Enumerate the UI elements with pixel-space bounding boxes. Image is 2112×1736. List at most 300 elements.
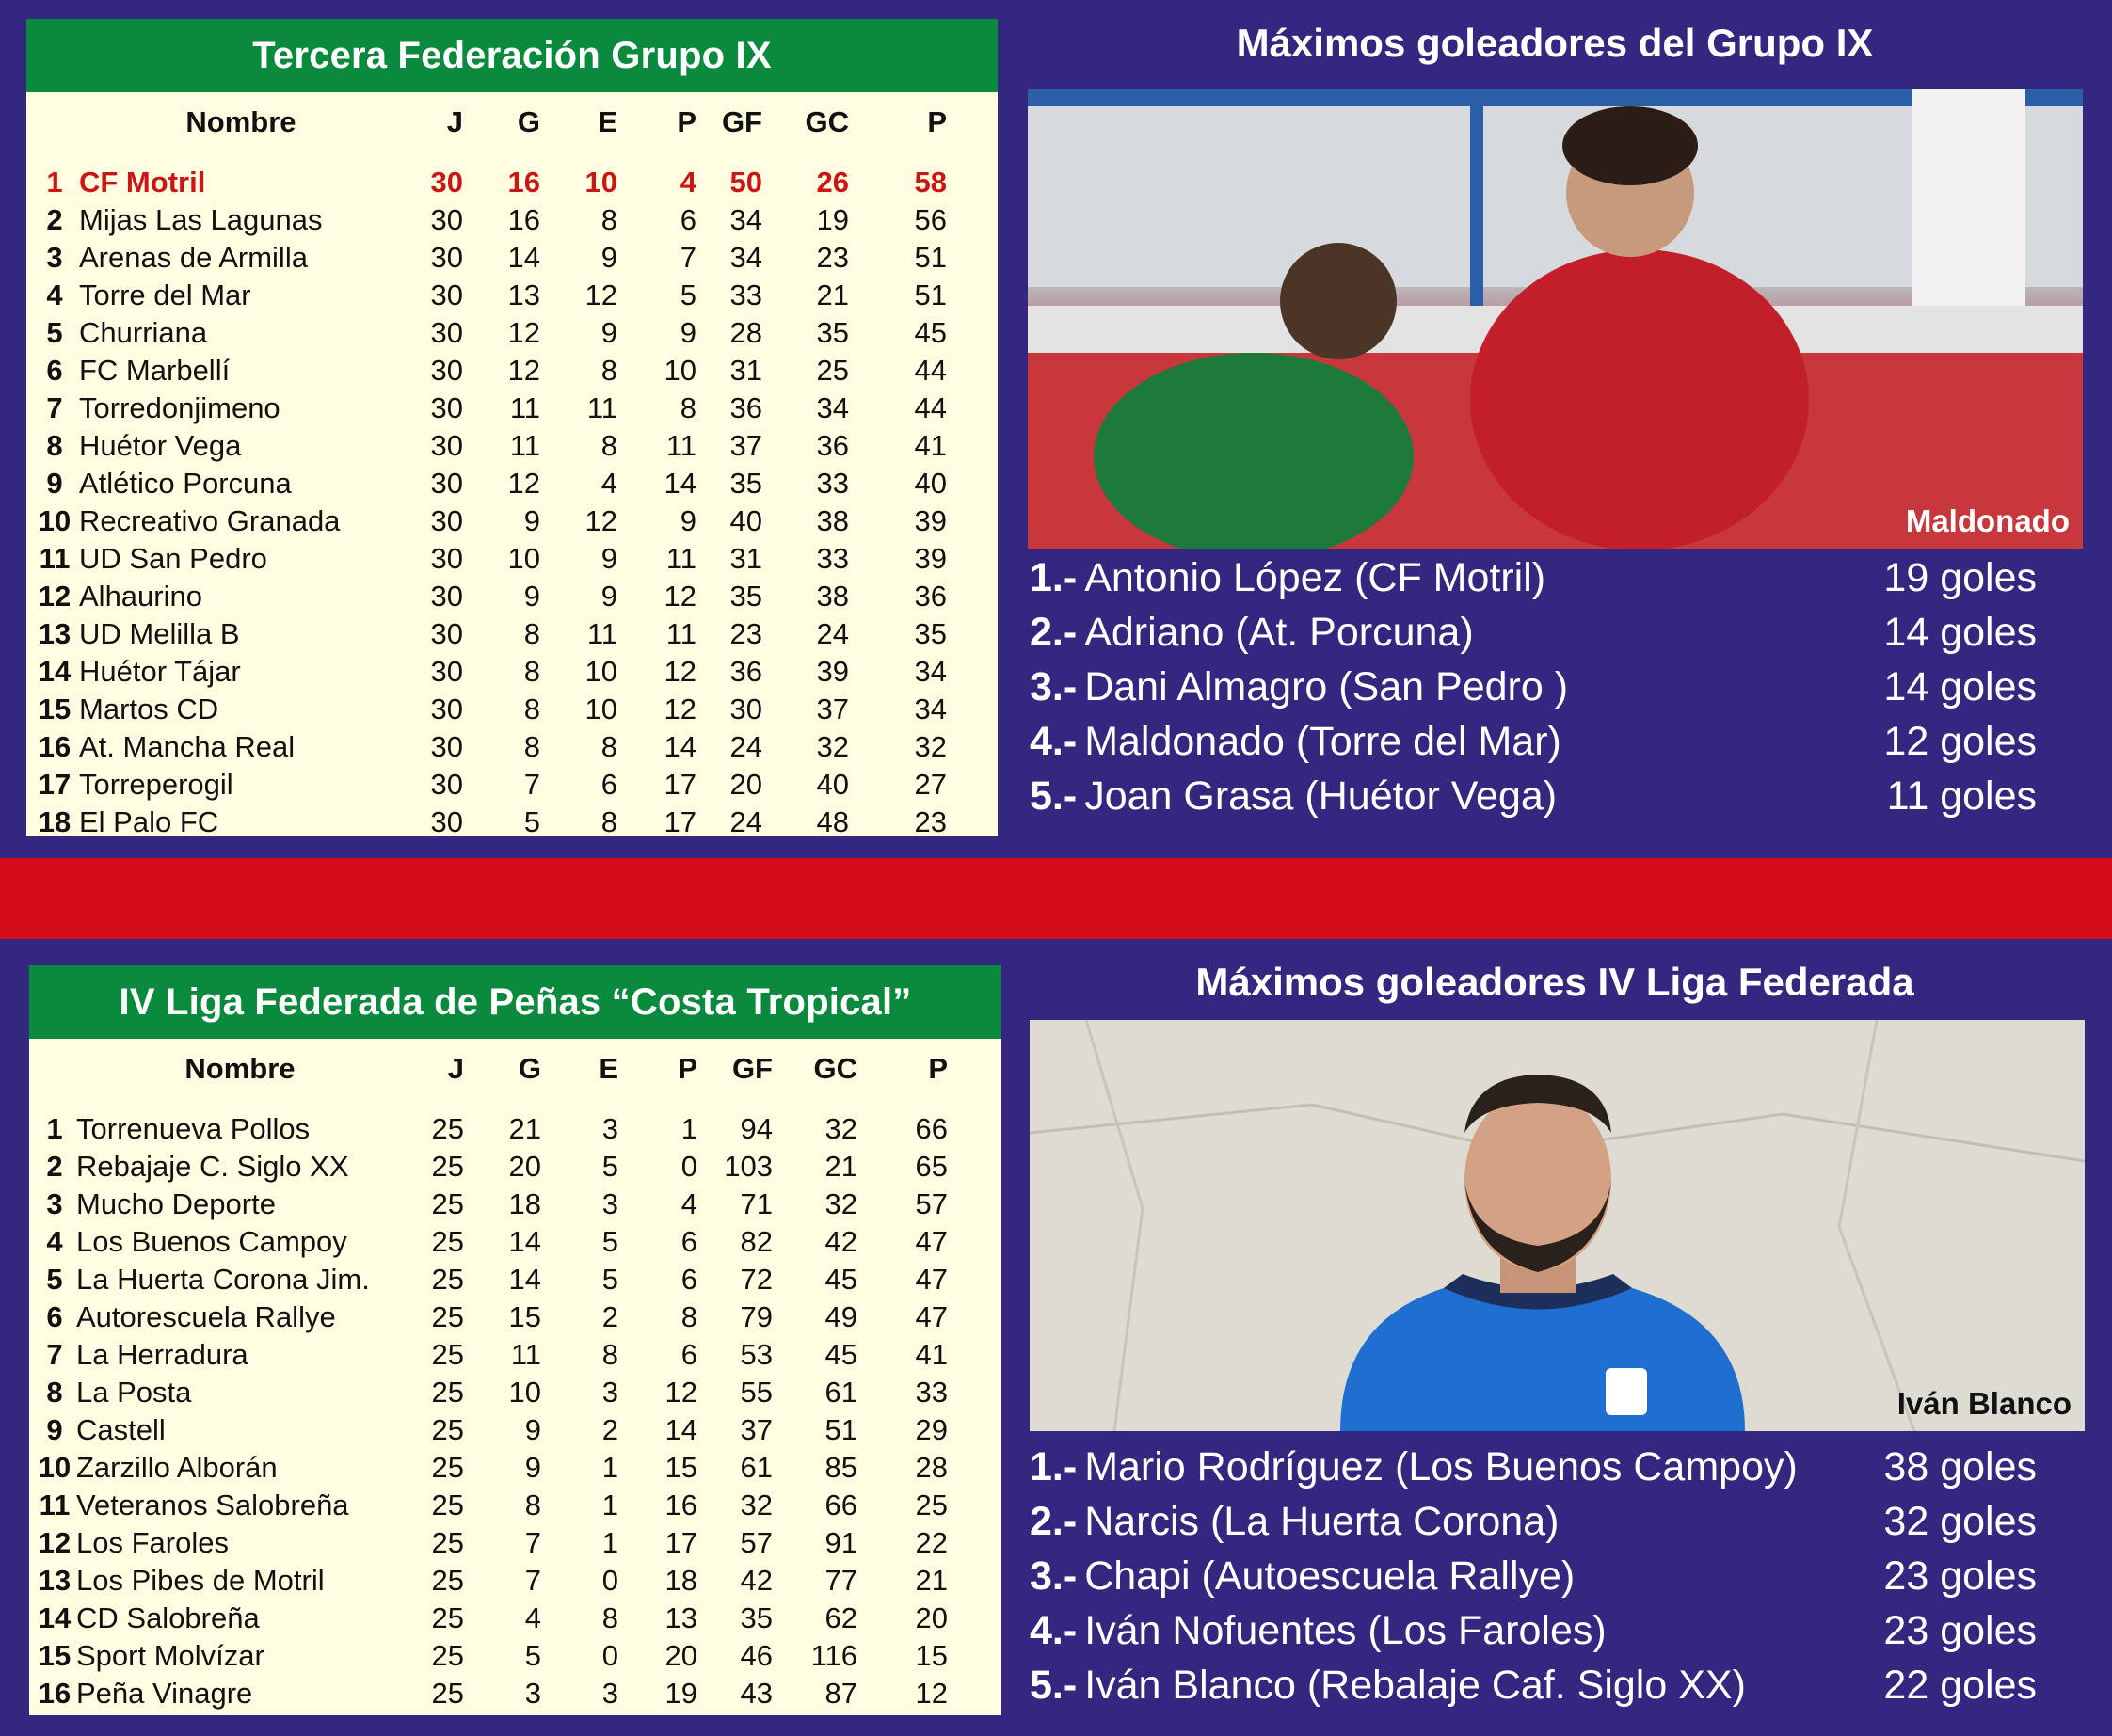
drawn: 8 (601, 1601, 618, 1634)
won: 10 (507, 542, 540, 575)
played: 25 (431, 1639, 464, 1672)
row-position: 11 (39, 1489, 71, 1521)
points: 66 (915, 1112, 948, 1145)
table-row (29, 1110, 1001, 1148)
goals-against: 21 (824, 1150, 857, 1183)
played: 30 (430, 730, 463, 763)
points: 39 (914, 542, 947, 575)
scorer-entry (1030, 1549, 1575, 1603)
drawn: 0 (601, 1639, 618, 1672)
scorer-name: Chapi (Autoescuela Rallye) (1084, 1553, 1576, 1599)
played: 30 (430, 617, 463, 650)
played: 25 (431, 1263, 464, 1296)
column-header-g: G (517, 105, 540, 138)
lost: 9 (680, 504, 696, 537)
goals-for: 31 (729, 542, 762, 575)
table-row (26, 277, 998, 314)
column-header-e: E (598, 105, 617, 138)
scorer-row (1030, 714, 2037, 769)
won: 12 (507, 354, 540, 387)
points: 47 (915, 1263, 948, 1296)
scorer-rank: 1.- (1030, 1444, 1078, 1489)
column-header-pts: P (928, 1052, 948, 1085)
team-name: Torreperogil (79, 768, 233, 801)
played: 30 (430, 279, 463, 311)
row-position: 4 (46, 279, 63, 311)
goals-for: 61 (740, 1451, 773, 1484)
team-name: Martos CD (79, 693, 219, 725)
column-header-pts: P (927, 105, 947, 138)
table-row (26, 390, 998, 427)
points: 35 (914, 617, 947, 650)
table-row (26, 314, 998, 352)
column-header-p: P (677, 105, 696, 138)
row-position: 11 (39, 542, 71, 575)
goals-for: 32 (740, 1489, 773, 1521)
row-position: 2 (46, 1150, 63, 1183)
lost: 20 (664, 1639, 697, 1672)
played: 30 (430, 768, 463, 801)
scorer-row (1030, 605, 2037, 660)
played: 30 (430, 241, 463, 274)
table-row (29, 1524, 1001, 1562)
team-name: Sport Molvízar (76, 1639, 264, 1672)
played: 30 (430, 467, 463, 500)
goals-for: 34 (729, 203, 762, 236)
standings-body (29, 1095, 1001, 1712)
photo-caption: Maldonado (1905, 503, 2070, 538)
goals-against: 23 (816, 241, 849, 274)
team-name: Arenas de Armilla (79, 241, 308, 274)
lost: 12 (664, 580, 696, 613)
lost: 8 (680, 1300, 697, 1333)
played: 25 (431, 1526, 464, 1559)
drawn: 12 (584, 504, 617, 537)
table-row (29, 1600, 1001, 1637)
scorer-rank: 5.- (1030, 773, 1078, 819)
row-position: 9 (46, 467, 63, 500)
table-row (29, 1336, 1001, 1374)
row-position: 13 (38, 617, 72, 650)
row-position: 14 (38, 1601, 72, 1634)
row-position: 1 (46, 166, 63, 199)
won: 8 (523, 730, 540, 763)
team-name: Recreativo Granada (79, 504, 341, 537)
lost: 17 (664, 805, 696, 838)
team-name: Los Faroles (76, 1526, 229, 1559)
column-header-gc: GC (813, 1052, 857, 1085)
lost: 5 (680, 279, 696, 311)
scorer-name: Narcis (La Huerta Corona) (1084, 1499, 1560, 1544)
team-name: Castell (76, 1413, 166, 1446)
played: 25 (431, 1451, 464, 1484)
scorer-goals: 22 goles (1883, 1663, 2037, 1708)
won: 14 (508, 1263, 541, 1296)
scorer-row (1030, 1603, 2037, 1658)
scorer-name: Adriano (At. Porcuna) (1084, 610, 1474, 655)
row-position: 8 (46, 429, 63, 462)
scorer-photo-maldonado (1028, 89, 2083, 549)
table-row (26, 239, 998, 277)
row-position: 1 (46, 1112, 63, 1145)
scorer-rank: 1.- (1030, 555, 1078, 600)
goals-against: 42 (824, 1225, 857, 1258)
lost: 12 (664, 693, 696, 725)
scorer-goals: 12 goles (1883, 719, 2037, 764)
drawn: 0 (601, 1564, 618, 1597)
drawn: 2 (601, 1413, 618, 1446)
won: 10 (508, 1376, 541, 1409)
points: 29 (915, 1413, 948, 1446)
scorer-row (1030, 660, 2037, 714)
drawn: 10 (584, 166, 617, 199)
scorer-row (1030, 1494, 2037, 1549)
lost: 6 (680, 1338, 697, 1371)
points: 34 (914, 655, 947, 688)
goals-for: 82 (740, 1225, 773, 1258)
scorer-rank: 4.- (1030, 719, 1078, 764)
scorer-row (1030, 1658, 2037, 1712)
played: 25 (431, 1601, 464, 1634)
drawn: 3 (601, 1677, 618, 1710)
scorer-row (1030, 769, 2037, 823)
scorer-row (1030, 1440, 2037, 1494)
won: 18 (508, 1187, 541, 1220)
goals-for: 103 (724, 1150, 773, 1183)
row-position: 10 (38, 1451, 72, 1484)
table-row (26, 502, 998, 540)
goals-against: 38 (816, 580, 849, 613)
played: 25 (431, 1413, 464, 1446)
goals-for: 35 (729, 580, 762, 613)
drawn: 5 (601, 1263, 618, 1296)
row-position: 16 (38, 730, 72, 763)
table-row (26, 804, 998, 841)
points: 21 (915, 1564, 948, 1597)
won: 13 (507, 279, 540, 311)
drawn: 10 (584, 655, 617, 688)
goals-against: 51 (824, 1413, 857, 1446)
scorer-goals: 11 goles (1886, 773, 2037, 819)
row-position: 7 (46, 1338, 63, 1371)
team-name: Los Buenos Campoy (76, 1225, 347, 1258)
table-row (26, 728, 998, 766)
table-row (29, 1562, 1001, 1600)
won: 16 (507, 166, 540, 199)
goals-against: 116 (810, 1639, 857, 1672)
table-row (29, 1298, 1001, 1336)
drawn: 2 (601, 1300, 618, 1333)
points: 20 (915, 1601, 948, 1634)
points: 51 (914, 241, 947, 274)
goals-against: 87 (824, 1677, 857, 1710)
points: 58 (914, 166, 947, 199)
scorer-rank: 3.- (1030, 664, 1078, 709)
points: 32 (914, 730, 947, 763)
played: 30 (430, 693, 463, 725)
goals-against: 33 (816, 542, 849, 575)
scorer-goals: 19 goles (1883, 555, 2037, 600)
column-header-gf: GF (731, 1052, 773, 1085)
goals-for: 57 (740, 1526, 773, 1559)
goals-for: 20 (729, 768, 762, 801)
points: 56 (914, 203, 947, 236)
won: 8 (523, 655, 540, 688)
drawn: 11 (586, 391, 617, 424)
table-row (26, 615, 998, 653)
lost: 14 (664, 730, 696, 763)
goals-against: 45 (824, 1263, 857, 1296)
goals-for: 55 (740, 1376, 773, 1409)
goals-against: 49 (824, 1300, 857, 1333)
points: 65 (915, 1150, 948, 1183)
team-name: CF Motril (79, 166, 206, 199)
lost: 11 (665, 542, 696, 575)
team-name: Huétor Vega (79, 429, 242, 462)
goals-against: 62 (824, 1601, 857, 1634)
lost: 0 (680, 1150, 697, 1183)
won: 12 (507, 467, 540, 500)
scorer-goals: 32 goles (1883, 1499, 2037, 1544)
won: 16 (507, 203, 540, 236)
row-position: 16 (38, 1677, 72, 1710)
drawn: 8 (600, 730, 617, 763)
team-name: At. Mancha Real (79, 730, 296, 763)
goals-for: 40 (729, 504, 762, 537)
scorer-rank: 4.- (1030, 1608, 1078, 1653)
row-position: 18 (38, 805, 72, 838)
lost: 11 (665, 617, 696, 650)
played: 30 (430, 429, 463, 462)
goals-against: 45 (824, 1338, 857, 1371)
team-name: UD Melilla B (79, 617, 240, 650)
played: 25 (431, 1338, 464, 1371)
points: 39 (914, 504, 947, 537)
won: 9 (524, 1451, 541, 1484)
goals-for: 30 (729, 693, 762, 725)
goals-against: 66 (824, 1489, 857, 1521)
table-row (29, 1637, 1001, 1675)
goals-against: 85 (824, 1451, 857, 1484)
played: 30 (430, 580, 463, 613)
photo-caption: Iván Blanco (1896, 1386, 2072, 1421)
scorer-rank: 5.- (1030, 1663, 1078, 1708)
lost: 12 (664, 655, 696, 688)
drawn: 1 (601, 1526, 618, 1559)
top-scorers-list (1030, 550, 2037, 823)
points: 51 (914, 279, 947, 311)
standings-table (29, 1039, 1001, 1712)
lost: 4 (680, 1187, 697, 1220)
table-row (29, 1487, 1001, 1524)
played: 30 (430, 655, 463, 688)
drawn: 8 (601, 1338, 618, 1371)
team-name: Veteranos Salobreña (76, 1489, 349, 1521)
lost: 4 (680, 166, 696, 199)
lost: 15 (664, 1451, 697, 1484)
column-header-p: P (678, 1052, 697, 1085)
top-scorers-title: Máximos goleadores IV Liga Federada (1195, 960, 1914, 1004)
table-row (29, 1148, 1001, 1186)
won: 8 (524, 1489, 541, 1521)
team-name: Huétor Tájar (79, 655, 241, 688)
won: 20 (508, 1150, 541, 1183)
drawn: 1 (601, 1489, 618, 1521)
lost: 9 (680, 316, 696, 349)
table-title: Tercera Federación Grupo IX (26, 19, 998, 92)
goals-for: 35 (740, 1601, 773, 1634)
column-header-nombre: Nombre (184, 1052, 296, 1085)
lost: 11 (665, 429, 696, 462)
column-header-nombre: Nombre (185, 105, 296, 138)
played: 25 (431, 1112, 464, 1145)
drawn: 5 (601, 1225, 618, 1258)
table-title: IV Liga Federada de Peñas “Costa Tropical” (29, 965, 1001, 1039)
scorer-name: Maldonado (Torre del Mar) (1084, 719, 1561, 764)
won: 11 (510, 1338, 541, 1371)
scorer-name: Antonio López (CF Motril) (1084, 555, 1546, 600)
team-name: Atlético Porcuna (79, 467, 292, 500)
team-name: FC Marbellí (79, 354, 231, 387)
won: 9 (523, 580, 540, 613)
column-header-j: J (447, 1052, 464, 1085)
lost: 7 (680, 241, 696, 274)
row-position: 8 (46, 1376, 63, 1409)
drawn: 8 (600, 203, 617, 236)
table-row (29, 1411, 1001, 1449)
points: 28 (915, 1451, 948, 1484)
column-header-j: J (446, 105, 463, 138)
played: 30 (430, 542, 463, 575)
points: 41 (914, 429, 947, 462)
team-name: Los Pibes de Motril (76, 1564, 325, 1597)
team-name: Mucho Deporte (76, 1187, 276, 1220)
scorer-goals: 14 goles (1883, 610, 2037, 655)
lost: 10 (664, 354, 696, 387)
won: 3 (524, 1677, 541, 1710)
scorer-entry (1030, 714, 1561, 769)
scorer-goals: 14 goles (1883, 664, 2037, 709)
section-divider (0, 858, 2112, 939)
table-header-row (26, 92, 998, 149)
goals-for: 43 (740, 1677, 773, 1710)
drawn: 3 (601, 1376, 618, 1409)
table-row (29, 1449, 1001, 1487)
lost: 1 (680, 1112, 697, 1145)
won: 9 (524, 1413, 541, 1446)
row-position: 14 (38, 655, 72, 688)
won: 14 (508, 1225, 541, 1258)
row-position: 15 (38, 1639, 72, 1672)
won: 7 (523, 768, 540, 801)
team-name: Torrenueva Pollos (76, 1112, 311, 1145)
goals-against: 24 (816, 617, 849, 650)
goals-against: 35 (816, 316, 849, 349)
team-name: UD San Pedro (79, 542, 267, 575)
lost: 14 (664, 467, 696, 500)
scorer-goals: 23 goles (1883, 1553, 2037, 1599)
team-name: CD Salobreña (76, 1601, 260, 1634)
lost: 19 (664, 1677, 697, 1710)
won: 9 (523, 504, 540, 537)
row-position: 6 (46, 1300, 63, 1333)
goals-for: 36 (729, 391, 762, 424)
row-position: 6 (46, 354, 63, 387)
points: 44 (914, 391, 947, 424)
won: 7 (524, 1564, 541, 1597)
scorer-name: Dani Almagro (San Pedro ) (1084, 664, 1569, 709)
lost: 6 (680, 203, 696, 236)
played: 30 (430, 504, 463, 537)
table-row (26, 201, 998, 239)
drawn: 12 (584, 279, 617, 311)
column-header-e: E (599, 1052, 618, 1085)
row-position: 5 (46, 316, 63, 349)
column-header-g: G (518, 1052, 541, 1085)
row-position: 10 (38, 504, 72, 537)
lost: 17 (664, 768, 696, 801)
lost: 12 (664, 1376, 697, 1409)
played: 25 (431, 1376, 464, 1409)
goals-against: 91 (824, 1526, 857, 1559)
drawn: 6 (600, 768, 617, 801)
lost: 18 (664, 1564, 697, 1597)
portrait-illustration (1030, 1020, 2085, 1431)
played: 30 (430, 805, 463, 838)
lost: 6 (680, 1225, 697, 1258)
lost: 13 (664, 1601, 697, 1634)
scorer-rank: 2.- (1030, 1499, 1078, 1544)
goals-for: 24 (729, 805, 762, 838)
drawn: 8 (600, 354, 617, 387)
row-position: 12 (38, 580, 72, 613)
row-position: 12 (38, 1526, 72, 1559)
scorer-entry (1030, 1658, 1746, 1712)
scorer-rank: 3.- (1030, 1553, 1078, 1599)
goals-for: 42 (740, 1564, 773, 1597)
team-name: Torre del Mar (79, 279, 251, 311)
goals-against: 38 (816, 504, 849, 537)
goals-against: 33 (816, 467, 849, 500)
goals-for: 71 (740, 1187, 773, 1220)
table-row (26, 653, 998, 691)
won: 14 (507, 241, 540, 274)
team-name: Peña Vinagre (76, 1677, 253, 1710)
scorer-rank: 2.- (1030, 610, 1078, 655)
drawn: 4 (600, 467, 617, 500)
goals-for: 53 (740, 1338, 773, 1371)
table-row (26, 352, 998, 390)
row-position: 13 (38, 1564, 72, 1597)
won: 7 (524, 1526, 541, 1559)
goals-against: 37 (816, 693, 849, 725)
goals-for: 33 (729, 279, 762, 311)
goals-against: 40 (816, 768, 849, 801)
scorer-entry (1030, 660, 1568, 714)
won: 15 (508, 1300, 541, 1333)
points: 12 (915, 1677, 948, 1710)
drawn: 5 (601, 1150, 618, 1183)
column-header-gc: GC (805, 105, 849, 138)
team-name: Torredonjimeno (79, 391, 280, 424)
table-row (26, 465, 998, 502)
played: 25 (431, 1150, 464, 1183)
table-row (26, 691, 998, 728)
points: 27 (914, 768, 947, 801)
scorer-goals: 38 goles (1883, 1444, 2037, 1489)
points: 15 (915, 1639, 948, 1672)
played: 25 (431, 1300, 464, 1333)
